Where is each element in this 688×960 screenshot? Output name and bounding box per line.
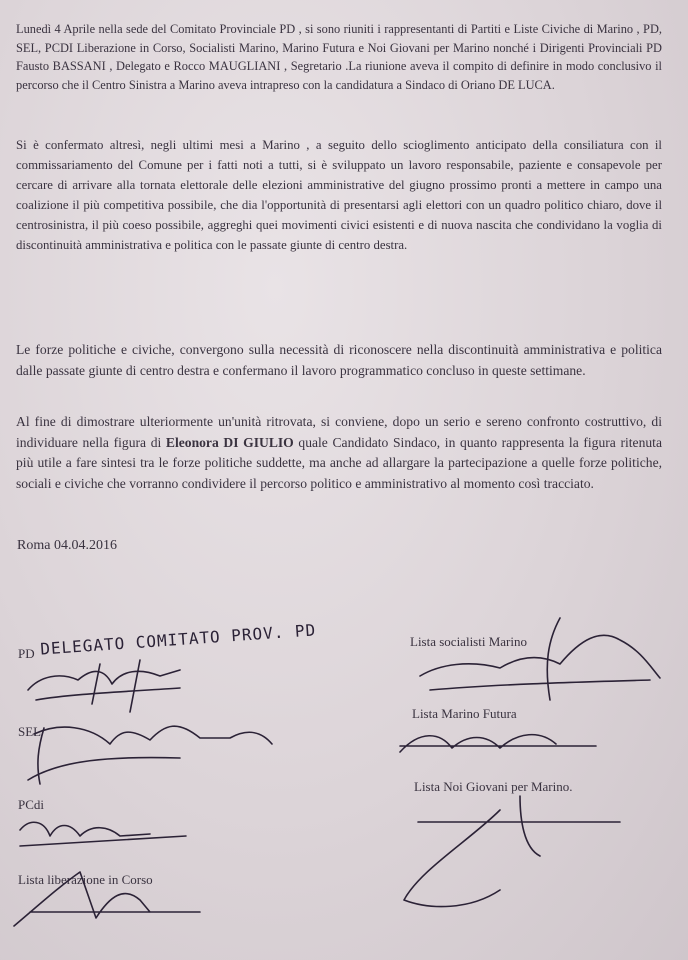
futura-signature <box>400 735 596 752</box>
date-line: Roma 04.04.2016 <box>17 538 117 553</box>
pd-label: PD <box>18 646 35 661</box>
pcdi-signature <box>20 822 186 846</box>
socialisti-label: Lista socialisti Marino <box>410 634 527 649</box>
pcdi-label: PCdi <box>18 797 45 812</box>
paragraph-convergence: Le forze politiche e civiche, convergono sulla necessità di riconoscere nella discontinuità amministrativa e politica dalle passate giunte di centro destra e confermano il lavoro programmatico concluso in queste settimane. <box>16 342 662 378</box>
giovani-label: Lista Noi Giovani per Marino. <box>414 779 573 794</box>
sel-label: SEL <box>18 724 42 739</box>
candidate-text-before: Al fine di dimostrare ulteriormente un'unità ritrovata, si conviene, dopo un serio e sereno confronto costruttivo, di individuare nella figura di <box>16 414 662 450</box>
pd-handwritten-note: DELEGATO COMITATO PROV. PD <box>39 620 317 659</box>
paragraph-candidate <box>16 412 662 494</box>
candidate-text-after: quale Candidato Sindaco, in quanto rappresenta la figura ritenuta più utile a fare sintesi tra le forze politiche suddette, ma anche ad allargare la partecipazione a quelle forze politiche, sociali e civiche che vorranno condividere il percorso politico e amministrativo al momento così tracciato. <box>16 434 662 491</box>
sel-signature <box>28 726 272 780</box>
liberazione-label: Lista liberazione in Corso <box>18 872 153 887</box>
futura-label: Lista Marino Futura <box>412 706 517 721</box>
paragraph-confirmation: Si è confermato altresì, negli ultimi mesi a Marino , a seguito dello scioglimento anticipato della consiliatura con il commissariamento del Comune per i fatti noti a tutti, si è sviluppato un lavoro responsabile, paziente e consapevole per cercare di arrivare alla tornata elettorale delle elezioni amministrative del giugno prossimo pronti a mettere in campo una coalizione il più competitiva possibile, che dia l'opportunità di presentarsi agli elettori con un quadro politico chiaro, dove il centrosinistra, il più coeso possibile, aggreghi quei movimenti civici esistenti e di nuova nascita che condividano la voglia di discontinuità amministrativa e politica con le passate giunte di centro destra. <box>16 138 662 252</box>
pd-signature <box>28 670 180 700</box>
paragraph-meeting: Lunedì 4 Aprile nella sede del Comitato Provinciale PD , si sono riuniti i rappresentanti di Partiti e Liste Civiche di Marino , PD, SEL, PCDI Liberazione in Corso, Socialisti Marino, Marino Futura e Noi Giovani per Marino nonché i Dirigenti Provinciali PD Fausto BASSANI , Delegato e Rocco MAUGLIANI , Segretario .La riunione aveva il compito di definire in modo conclusivo il percorso che il Centro Sinistra a Marino aveva intrapreso con la candidatura a Sindaco di Oriano DE LUCA. <box>16 22 662 92</box>
giovani-signature <box>404 796 620 907</box>
candidate-name: Eleonora DI GIULIO <box>165 434 294 450</box>
